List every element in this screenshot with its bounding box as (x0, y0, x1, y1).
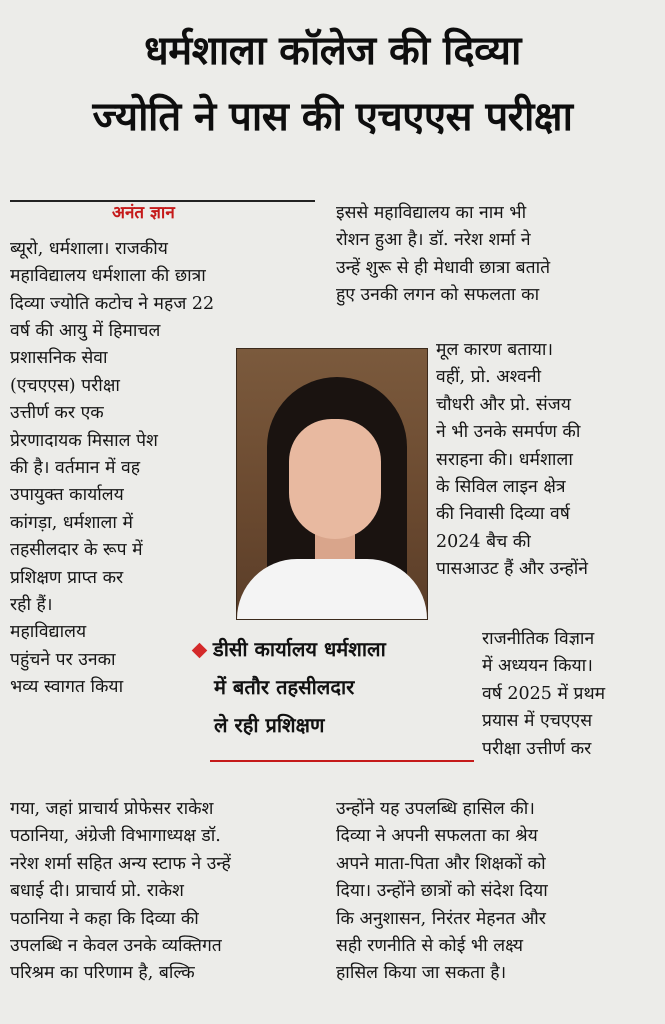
text-line: पठानिया ने कहा कि दिव्या की (10, 908, 199, 929)
pull-quote-rule (210, 760, 474, 762)
left-column-top (10, 236, 316, 318)
text-line: नरेश शर्मा सहित अन्य स्टाफ ने उन्हें (10, 853, 231, 874)
pull-quote-line: ले रही प्रशिक्षण (214, 713, 325, 737)
photo-shirt (237, 559, 427, 620)
text-line: परीक्षा उत्तीर्ण कर (482, 738, 592, 759)
text-line: महाविद्यालय धर्मशाला की छात्रा (10, 266, 206, 287)
text-line: 2024 बैच की (436, 531, 531, 552)
text-line: पासआउट हैं और उन्होंने (436, 559, 588, 580)
text-line: चौधरी और प्रो. संजय (436, 394, 571, 415)
text-line: उन्हें शुरू से ही मेधावी छात्रा बताते (336, 257, 551, 278)
text-line: मूल कारण बताया। (436, 340, 554, 360)
text-line: कांगड़ा, धर्मशाला में (10, 512, 133, 533)
text-line: उन्होंने यह उपलब्धि हासिल की। (336, 799, 535, 819)
text-line: की निवासी दिव्या वर्ष (436, 504, 570, 525)
text-line: उपायुक्त कार्यालय (10, 485, 124, 506)
text-line: की है। वर्तमान में वह (10, 458, 141, 479)
text-line: सराहना की। धर्मशाला (436, 449, 573, 470)
text-line: उत्तीर्ण कर एक (10, 403, 104, 424)
text-line: वहीं, प्रो. अश्वनी (436, 367, 542, 388)
photo-face (289, 419, 381, 539)
text-line: वर्ष की आयु में हिमाचल (10, 321, 161, 341)
text-line: कि अनुशासन, निरंतर मेहनत और (336, 908, 546, 929)
text-line: परिश्रम का परिणाम है, बल्कि (10, 963, 195, 984)
text-line: बधाई दी। प्राचार्य प्रो. राकेश (10, 881, 184, 902)
headline-line-1: धर्मशाला कॉलेज की दिव्या (144, 28, 521, 74)
right-column-middle (436, 337, 654, 584)
diamond-bullet-icon (192, 643, 208, 659)
headline (0, 18, 665, 150)
text-line: उपलब्धि न केवल उनके व्यक्तिगत (10, 936, 222, 957)
text-line: ब्यूरो, धर्मशाला। राजकीय (10, 239, 168, 259)
right-column-bottom (336, 796, 654, 988)
text-line: रोशन हुआ है। डॉ. नरेश शर्मा ने (336, 230, 531, 251)
text-line: दिव्या ने अपनी सफलता का श्रेय (336, 826, 538, 847)
text-line: दिव्या ज्योति कटोच ने महज 22 (10, 293, 215, 314)
text-line: प्रशासनिक सेवा (10, 348, 108, 369)
pull-quote-line: डीसी कार्यालय धर्मशाला (213, 637, 386, 661)
text-line: अपने माता-पिता और शिक्षकों को (336, 853, 546, 874)
byline: अनंत ज्ञान (112, 203, 175, 223)
text-line: ने भी उनके समर्पण की (436, 422, 581, 443)
pull-quote (194, 630, 474, 744)
right-column-narrow (482, 626, 654, 763)
text-line: पहुंचने पर उनका (10, 649, 116, 670)
text-line: प्रयास में एचएएस (482, 711, 593, 732)
student-photo (236, 348, 428, 620)
text-line: प्रशिक्षण प्राप्त कर (10, 567, 124, 588)
text-line: रही हैं। (10, 595, 53, 616)
text-line: इससे महाविद्यालय का नाम भी (336, 203, 527, 223)
text-line: दिया। उन्होंने छात्रों को संदेश दिया (336, 881, 548, 902)
pull-quote-line: में बतौर तहसीलदार (214, 675, 355, 699)
text-line: के सिविल लाइन क्षेत्र (436, 477, 566, 498)
text-line: वर्ष 2025 में प्रथम (482, 683, 606, 704)
left-column-bottom (10, 796, 316, 988)
text-line: (एचएएस) परीक्षा (10, 375, 120, 396)
text-line: राजनीतिक विज्ञान (482, 629, 595, 649)
headline-line-2: ज्योति ने पास की एचएएस परीक्षा (92, 94, 573, 140)
text-line: पठानिया, अंग्रेजी विभागाध्यक्ष डॉ. (10, 826, 221, 847)
text-line: सही रणनीति से कोई भी लक्ष्य (336, 936, 524, 957)
text-line: महाविद्यालय (10, 622, 87, 643)
text-line: हासिल किया जा सकता है। (336, 963, 507, 984)
text-line: प्रेरणादायक मिसाल पेश (10, 430, 158, 451)
text-line: गया, जहां प्राचार्य प्रोफेसर राकेश (10, 799, 214, 819)
text-line: तहसीलदार के रूप में (10, 540, 143, 561)
text-line: हुए उनकी लगन को सफलता का (336, 285, 540, 306)
right-column-top (336, 200, 654, 310)
text-line: भव्य स्वागत किया (10, 677, 124, 698)
text-line: में अध्ययन किया। (482, 656, 593, 677)
